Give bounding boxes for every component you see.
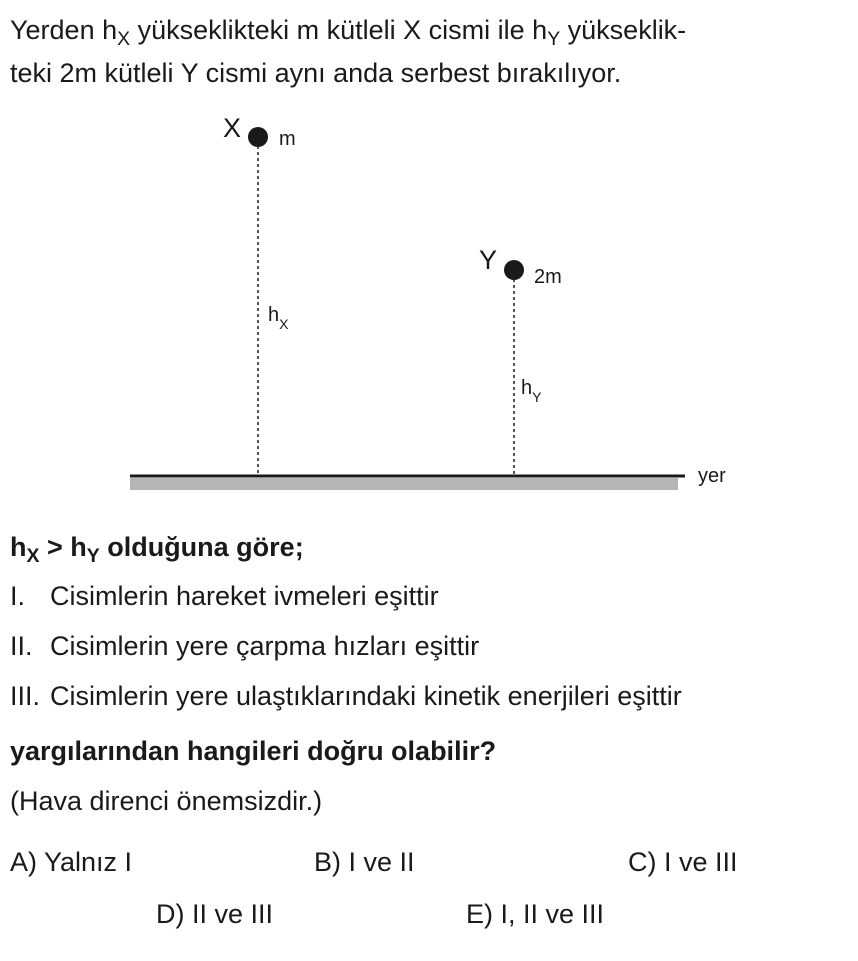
option-d[interactable]: D) II ve III [156,899,274,929]
height-y-label: $h_Y$ [521,377,542,405]
height-x-label: $h_X$ [268,304,289,332]
object-y-mass: 2m [534,266,562,288]
question-note: (Hava direnci önemsizdir.) [10,786,323,816]
object-y-label: Y [479,245,498,275]
statement-1 [10,580,439,612]
statement-number: III. [10,681,41,711]
option-e[interactable]: E) I, II ve III [466,899,605,929]
statement-text: Cisimlerin hareket ivmeleri eşittir [50,581,439,611]
option-a[interactable]: A) Yalnız I [10,847,133,877]
object-x-mass: m [279,128,296,150]
option-c[interactable]: C) I ve III [628,847,738,877]
option-b[interactable]: B) I ve II [314,847,415,877]
statement-number: I. [10,581,26,611]
statement-text: Cisimlerin yere çarpma hızları eşittir [50,631,480,661]
object-x-dot [248,127,268,147]
statement-text: Cisimlerin yere ulaştıklarındaki kinetik enerjileri eşittir [50,681,682,711]
statement-3 [10,680,682,712]
subscript-x: X [117,28,131,51]
statement-2 [10,630,479,662]
ground-shade [130,478,678,490]
subscript-y: Y [547,28,561,51]
question-intro-line-1: Yerden $h_X$ yükseklikteki m kütleli X cismi ile $h_Y$ yükseklik- [10,15,687,51]
object-y-dot [504,260,524,280]
object-x-label: X [223,113,242,143]
question-intro-line-2: teki 2m kütleli Y cismi aynı anda serbest bırakılıyor. [10,58,622,88]
ground-label: yer [698,465,726,487]
statement-number: II. [10,631,33,661]
question-prompt: yargılarından hangileri doğru olabilir? [10,736,497,766]
condition-text: $h_X > h_Y$ olduğuna göre; [10,532,304,568]
